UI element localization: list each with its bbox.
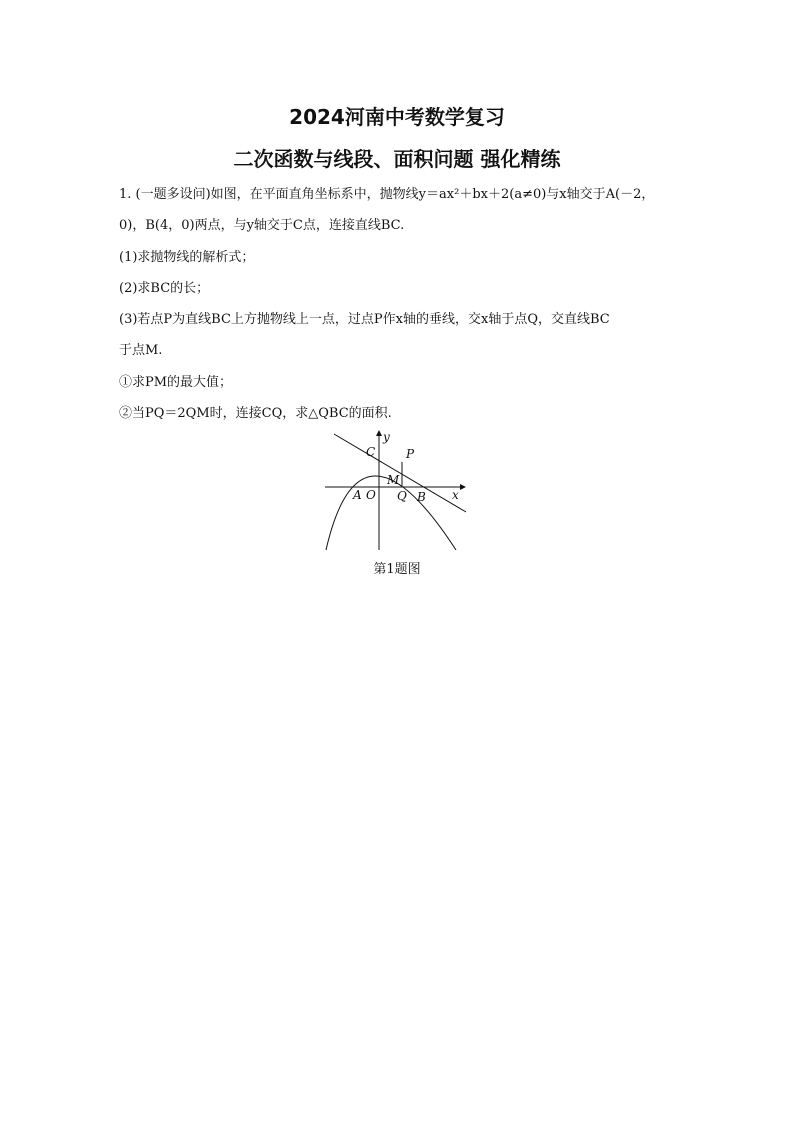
title-line-2: 二次函数与线段、面积问题 强化精练 [233,147,561,171]
figure-caption: 第1题图 [373,562,421,577]
label-y: y [383,430,390,444]
label-p: P [406,447,415,461]
label-m: M [387,473,400,487]
label-o: O [366,488,376,502]
label-q: Q [397,489,407,503]
label-x: x [452,488,459,502]
sub-question-3-line-2: 于点M. [119,343,163,358]
sub-question-1: (1)求抛物线的解析式； [119,250,255,265]
x-axis-arrow [460,484,466,490]
label-b: B [417,490,426,504]
question-intro-line-1: 1. (一题多设问)如图，在平面直角坐标系中，抛物线y＝ax²＋bx＋2(a≠0)与x轴交于A(－2， [119,187,655,202]
parabola-figure [318,426,468,556]
sub-question-2: (2)求BC的长； [119,281,210,296]
y-axis-arrow [376,430,382,436]
label-a: A [353,488,362,502]
sub-question-3-part-1: ①求PM的最大值； [119,375,233,390]
question-intro-line-2: 0)，B(4，0)两点，与y轴交于C点，连接直线BC. [119,218,405,233]
sub-question-3-part-2: ②当PQ＝2QM时，连接CQ，求△QBC的面积. [119,406,392,421]
title-line-1: 2024河南中考数学复习 [289,105,505,129]
label-c: C [366,445,376,459]
sub-question-3-line-1: (3)若点P为直线BC上方抛物线上一点，过点P作x轴的垂线，交x轴于点Q，交直线BC [119,312,610,327]
